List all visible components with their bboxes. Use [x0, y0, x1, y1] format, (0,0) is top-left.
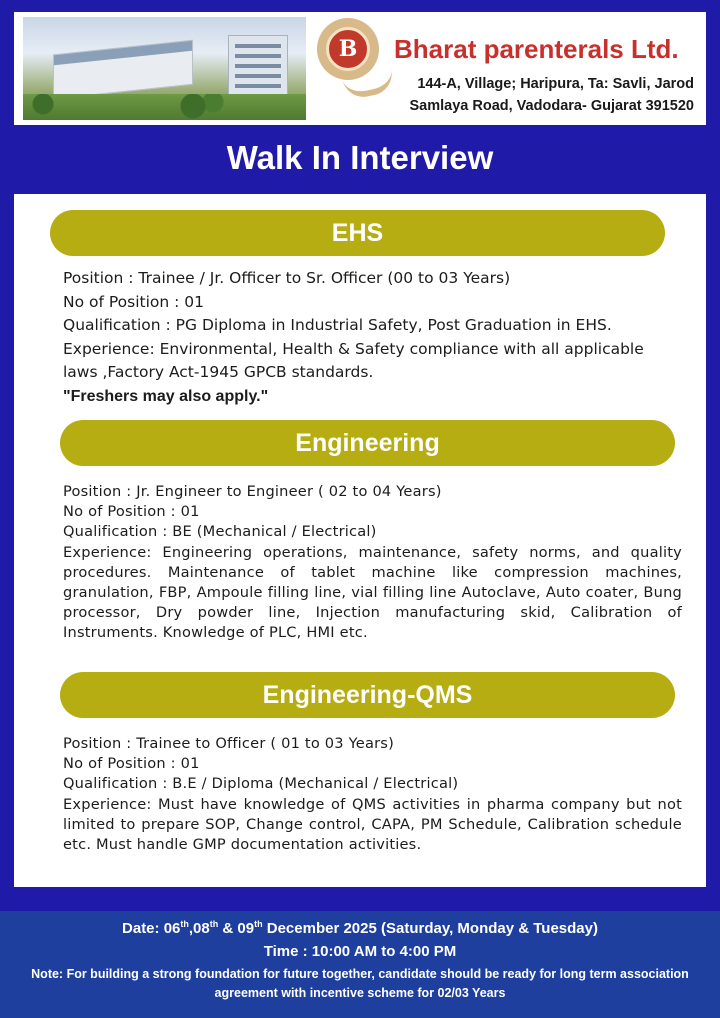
section-engineering-qms [63, 734, 682, 855]
experience-text: Experience: Engineering operations, maintenance, safety norms, and quality procedures. Maintenance of tablet machine like compression machines, granulation, FBP, Ampoule filling line, vial filling line Autoclave, Auto coater, Bung processor, Dry powder line, Injection manufacturing skid, Calibration of Instruments. Knowledge of PLC, HMI etc. [63, 543, 682, 642]
header-card [14, 12, 706, 125]
freshers-note: "Freshers may also apply." [63, 387, 269, 405]
qualification-text: Qualification : BE (Mechanical / Electrical) [63, 523, 377, 541]
company-name: Bharat parenterals Ltd. [394, 34, 679, 64]
section-heading-engineering-qms: Engineering-QMS [60, 672, 675, 718]
position-text: Position : Trainee to Officer ( 01 to 03 Years) [63, 735, 395, 752]
position-count: No of Position : 01 [63, 503, 200, 521]
section-heading-engineering: Engineering [60, 420, 675, 466]
factory-photo [23, 17, 306, 120]
qualification-text: Qualification : B.E / Diploma (Mechanical / Electrical) [63, 775, 459, 793]
interview-dates: Date: 06th,08th & 09th December 2025 (Saturday, Monday & Tuesday) [122, 919, 598, 937]
section-engineering [63, 482, 682, 644]
interview-time: Time : 10:00 AM to 4:00 PM [263, 943, 457, 960]
section-ehs [63, 267, 663, 409]
footer-note: Note: For building a strong foundation for future together, candidate should be ready for long term association agreement with incentive scheme for 02/03 Years [31, 967, 689, 1000]
experience-text: Experience: Environmental, Health & Safety compliance with all applicable laws ,Factory Act-1945 GPCB standards. [63, 339, 644, 382]
company-logo [317, 18, 379, 80]
position-text: Position : Jr. Engineer to Engineer ( 02 to 04 Years) [63, 483, 442, 500]
position-text: Position : Trainee / Jr. Officer to Sr. Officer (00 to 03 Years) [63, 269, 511, 287]
positions-card [14, 194, 706, 887]
section-heading-ehs: EHS [50, 210, 665, 256]
position-count: No of Position : 01 [63, 292, 205, 311]
page-title: Walk In Interview [226, 139, 494, 176]
position-count: No of Position : 01 [63, 755, 200, 773]
address-line-1: 144-A, Village; Haripura, Ta: Savli, Jarod [417, 76, 694, 92]
footer-banner [0, 911, 720, 1018]
logo-mark: B [326, 27, 370, 71]
address-line-2: Samlaya Road, Vadodara- Gujarat 391520 [409, 98, 694, 114]
experience-text: Experience: Must have knowledge of QMS activities in pharma company but not limited to prepare SOP, Change control, CAPA, PM Schedule, Calibration schedule etc. Must handle GMP documentation activities. [63, 795, 682, 854]
qualification-text: Qualification : PG Diploma in Industrial Safety, Post Graduation in EHS. [63, 316, 612, 335]
